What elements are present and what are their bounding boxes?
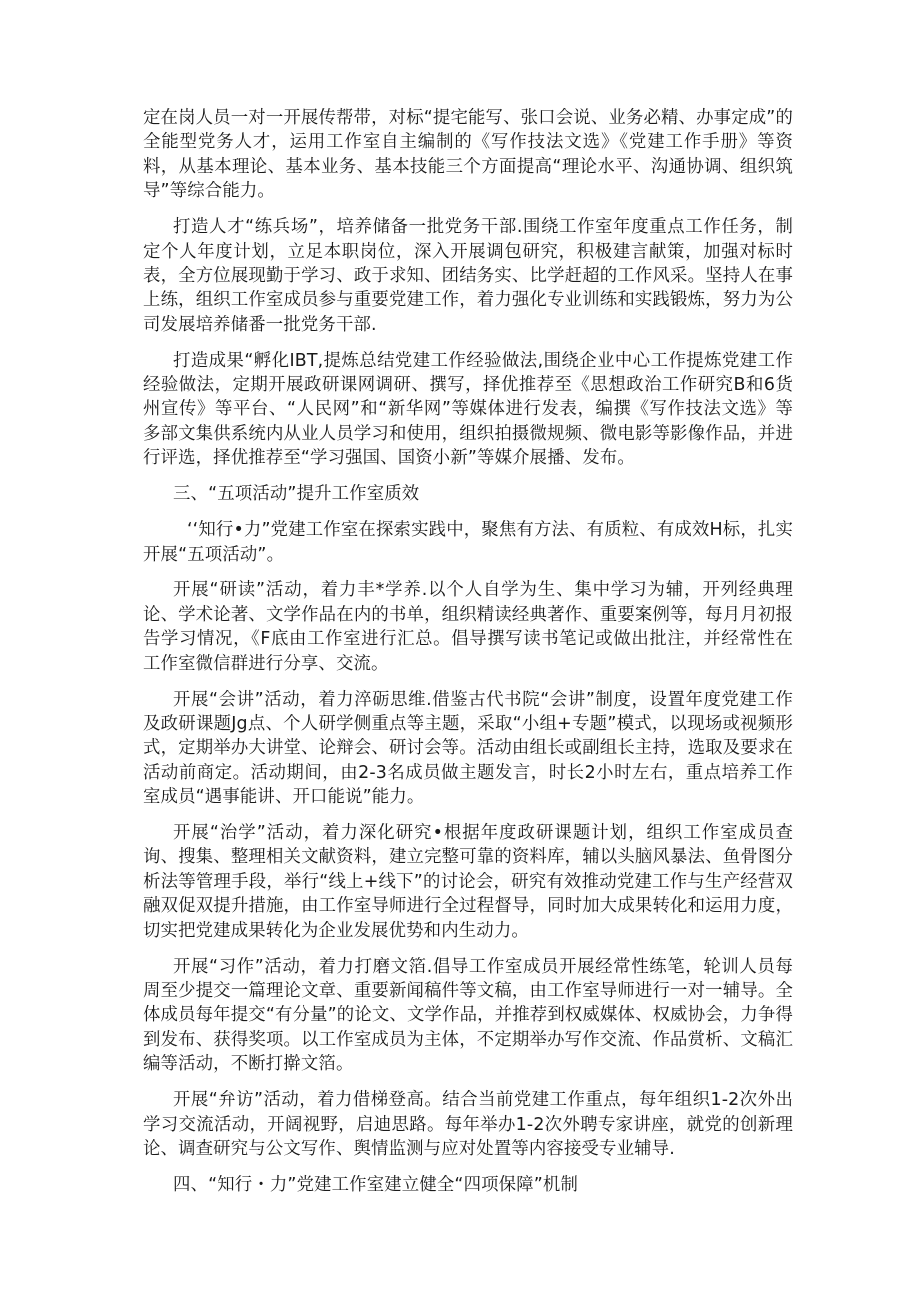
paragraph-activity-lecture: 开展“会讲”活动，着力淬砺思维.借鉴古代书院“会讲”制度，设置年度党建工作及政研课题Jg点、个人研学侧重点等主题，采取“小组+专题”模式，以现场或视频形式，定期举办大讲堂、论辩会、研讨会等。活动由组长或副组长主持，选取及要求在活动前商定。活动期间，由2-3名成员做主题发言，时长2小时左右，重点培养工作室成员“遇事能讲、开口能说”能力。 (143, 689, 793, 808)
paragraph-activity-writing: 开展“习作”活动，着力打磨文箔.倡导工作室成员开展经常性练笔，轮训人员每周至少提交一篇理论文章、重要新闻稿件等文稿，由工作室导师进行一对一辅导。全体成员每年提交“有分量”的论文、文学作品，并推荐到权威媒体、权威协会，力争得到发布、获得奖项。以工作室成员为主体，不定期举办写作交流、作品赏析、文稿汇编等活动，不断打擀文箔。 (143, 956, 793, 1075)
section-heading-four: 四、“知行・力”党建工作室建立健全“四项保障”机制 (173, 1174, 578, 1195)
paragraph-continued: 定在岗人员一对一开展传帮带，对标“提宅能写、张口会说、业务必精、办事定成”的全能型党务人才，运用工作室自主编制的《写作技法文选》《党建工作手册》等资料，从基本理论、基本业务、基本技能三个方面提高“理论水平、沟通协调、组织筑导”等综合能力。 (143, 108, 793, 202)
section-heading-three: 三、“五项活动”提升工作室质效 (173, 484, 420, 505)
paragraph-activity-visit: 开展“弁访”活动，着力借梯登高。结合当前党建工作重点，每年组织1-2次外出学习交流活动，开阔视野，启迪思路。每年举办1-2次外聘专家讲座，就党的创新理论、调查研究与公文写作、舆情监测与应对处置等内容接受专业辅导. (143, 1090, 793, 1159)
paragraph-activity-reading: 开展“研读”活动，着力丰*学养.以个人自学为生、集中学习为辅，开列经典理论、学术论著、文学作品在内的书单，组织精读经典著作、重要案例等，每月月初报告学习情况，《F底由工作室进行汇总。倡导撰写读书笔记或做出批注，并经常性在工作室微信群进行分享、交流。 (143, 580, 793, 674)
paragraph-achievement-incubation: 打造成果“孵化IBT,提炼总结党建工作经验做法,围绕企业中心工作提炼党建工作经验做法，定期开展政研课网调研、撰写，择优推荐至《思想政治工作研究B和6货州宣传》等平台、“人民网”和“新华网”等媒体进行发表，编撰《写作技法文选》等多部文集供系统内从业人员学习和使用，组织拍摄微规频、微电影等影像作品，并进行评选，择优推荐至“学习强国、国资小新”等媒介展播、发布。 (143, 350, 793, 469)
document-body (143, 106, 793, 1209)
paragraph-activity-study: 开展“治学”活动，着力深化研究•根据年度政研课题计划，组织工作室成员查询、搜集、整理相关文献资料，建立完整可靠的资料库，辅以头脑风暴法、鱼骨图分析法等管理手段，举行“线上+线下”的讨论会，研究有效推动党建工作与生产经营双融双促双提升措施，由工作室导师进行全过程督导，同时加大成果转化和运用力度，切实把党建成果转化为企业发展优势和内生动力。 (143, 823, 793, 941)
paragraph-five-activities-intro: ‘‘知行•力”党建工作室在探索实践中，聚焦有方法、有质粒、有成效H标，扎实开展“五项活动”。 (143, 520, 793, 565)
paragraph-talent-training: 打造人才“练兵场”，培养储备一批党务干部.围绕工作室年度重点工作任务，制定个人年度计划，立足本职岗位，深入开展调包研究，积极建言献策，加强对标时表，全方位展现勤于学习、政于求知、团结务实、比学赶超的工作风采。坚持人在事上练，组织工作室成员参与重要党建工作，着力强化专业训练和实践锻炼，努力为公司发展培养储番一批党务干部. (143, 217, 793, 335)
